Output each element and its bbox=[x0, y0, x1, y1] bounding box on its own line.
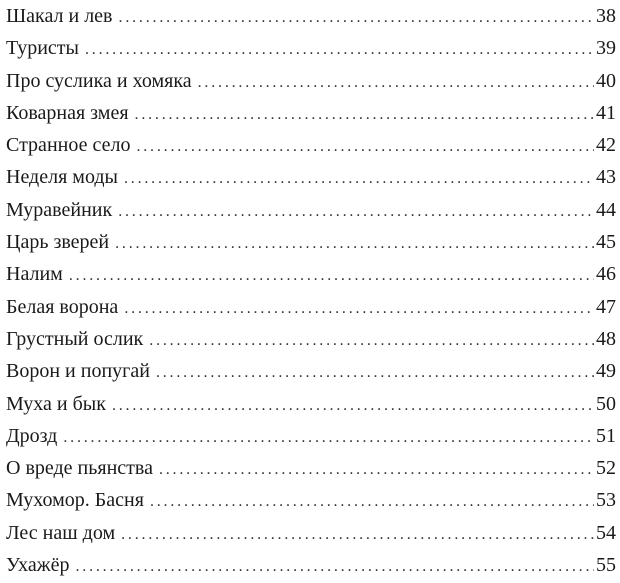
toc-entry bbox=[6, 388, 616, 420]
toc-entry-page: 49 bbox=[596, 360, 616, 383]
toc-entry-page: 42 bbox=[596, 134, 616, 157]
toc-entry bbox=[6, 323, 616, 355]
toc-entry-page: 44 bbox=[596, 198, 616, 221]
toc-leader-dots bbox=[156, 357, 594, 389]
toc-leader-dots bbox=[124, 163, 594, 195]
toc-entry-title: Мухомор. Басня bbox=[6, 489, 144, 512]
toc-entry-page: 40 bbox=[596, 69, 616, 92]
toc-entry-page: 52 bbox=[596, 457, 616, 480]
toc-entry-title: Дрозд bbox=[6, 424, 58, 447]
toc-entry-page: 46 bbox=[596, 263, 616, 286]
toc-entry-page: 51 bbox=[596, 424, 616, 447]
toc-entry bbox=[6, 0, 616, 32]
toc-entry bbox=[6, 291, 616, 323]
toc-entry-page: 43 bbox=[596, 166, 616, 189]
toc-entry-title: Налим bbox=[6, 263, 63, 286]
toc-entry-title: Странное село bbox=[6, 134, 131, 157]
toc-entry-title: О вреде пьянства bbox=[6, 457, 153, 480]
toc-entry bbox=[6, 258, 616, 290]
toc-entry bbox=[6, 517, 616, 549]
toc-leader-dots bbox=[136, 131, 594, 163]
toc-entry-page: 47 bbox=[596, 295, 616, 318]
toc-entry-title: Про суслика и хомяка bbox=[6, 69, 192, 92]
toc-entry bbox=[6, 484, 616, 516]
table-of-contents bbox=[6, 0, 616, 581]
toc-leader-dots bbox=[124, 293, 594, 325]
toc-leader-dots bbox=[198, 67, 594, 99]
toc-entry-page: 50 bbox=[596, 392, 616, 415]
toc-leader-dots bbox=[119, 2, 594, 34]
toc-leader-dots bbox=[135, 99, 594, 131]
toc-entry-page: 53 bbox=[596, 489, 616, 512]
toc-entry-page: 41 bbox=[596, 101, 616, 124]
toc-leader-dots bbox=[115, 228, 594, 260]
toc-entry-title: Белая ворона bbox=[6, 295, 119, 318]
toc-entry-title: Коварная змея bbox=[6, 101, 129, 124]
toc-entry-title: Муравейник bbox=[6, 198, 113, 221]
toc-entry bbox=[6, 65, 616, 97]
toc-entry-title: Грустный ослик bbox=[6, 327, 144, 350]
toc-entry-page: 54 bbox=[596, 521, 616, 544]
toc-leader-dots bbox=[149, 325, 594, 357]
toc-entry-page: 38 bbox=[596, 5, 616, 27]
toc-leader-dots bbox=[159, 454, 594, 486]
toc-entry-title: Неделя моды bbox=[6, 166, 118, 189]
toc-entry bbox=[6, 355, 616, 387]
toc-leader-dots bbox=[121, 519, 594, 551]
toc-entry bbox=[6, 549, 616, 581]
toc-entry bbox=[6, 97, 616, 129]
toc-entry-title: Шакал и лев bbox=[6, 5, 113, 27]
toc-entry bbox=[6, 32, 616, 64]
toc-entry-title: Царь зверей bbox=[6, 231, 110, 254]
toc-entry-title: Ворон и попугай bbox=[6, 360, 150, 383]
toc-leader-dots bbox=[63, 422, 594, 454]
toc-entry bbox=[6, 161, 616, 193]
toc-entry bbox=[6, 420, 616, 452]
toc-entry-page: 45 bbox=[596, 231, 616, 254]
toc-entry-title: Муха и бык bbox=[6, 392, 106, 415]
toc-entry-page: 55 bbox=[596, 554, 616, 577]
toc-entry bbox=[6, 194, 616, 226]
toc-leader-dots bbox=[118, 196, 594, 228]
toc-leader-dots bbox=[85, 34, 594, 66]
toc-entry bbox=[6, 129, 616, 161]
toc-entry-page: 39 bbox=[596, 37, 616, 60]
toc-entry bbox=[6, 452, 616, 484]
toc-entry-title: Туристы bbox=[6, 37, 79, 60]
toc-leader-dots bbox=[75, 551, 594, 583]
toc-leader-dots bbox=[69, 260, 594, 292]
toc-leader-dots bbox=[112, 390, 594, 422]
toc-entry-page: 48 bbox=[596, 327, 616, 350]
toc-entry bbox=[6, 226, 616, 258]
toc-leader-dots bbox=[150, 486, 594, 518]
toc-entry-title: Лес наш дом bbox=[6, 521, 116, 544]
toc-entry-title: Ухажёр bbox=[6, 554, 70, 577]
